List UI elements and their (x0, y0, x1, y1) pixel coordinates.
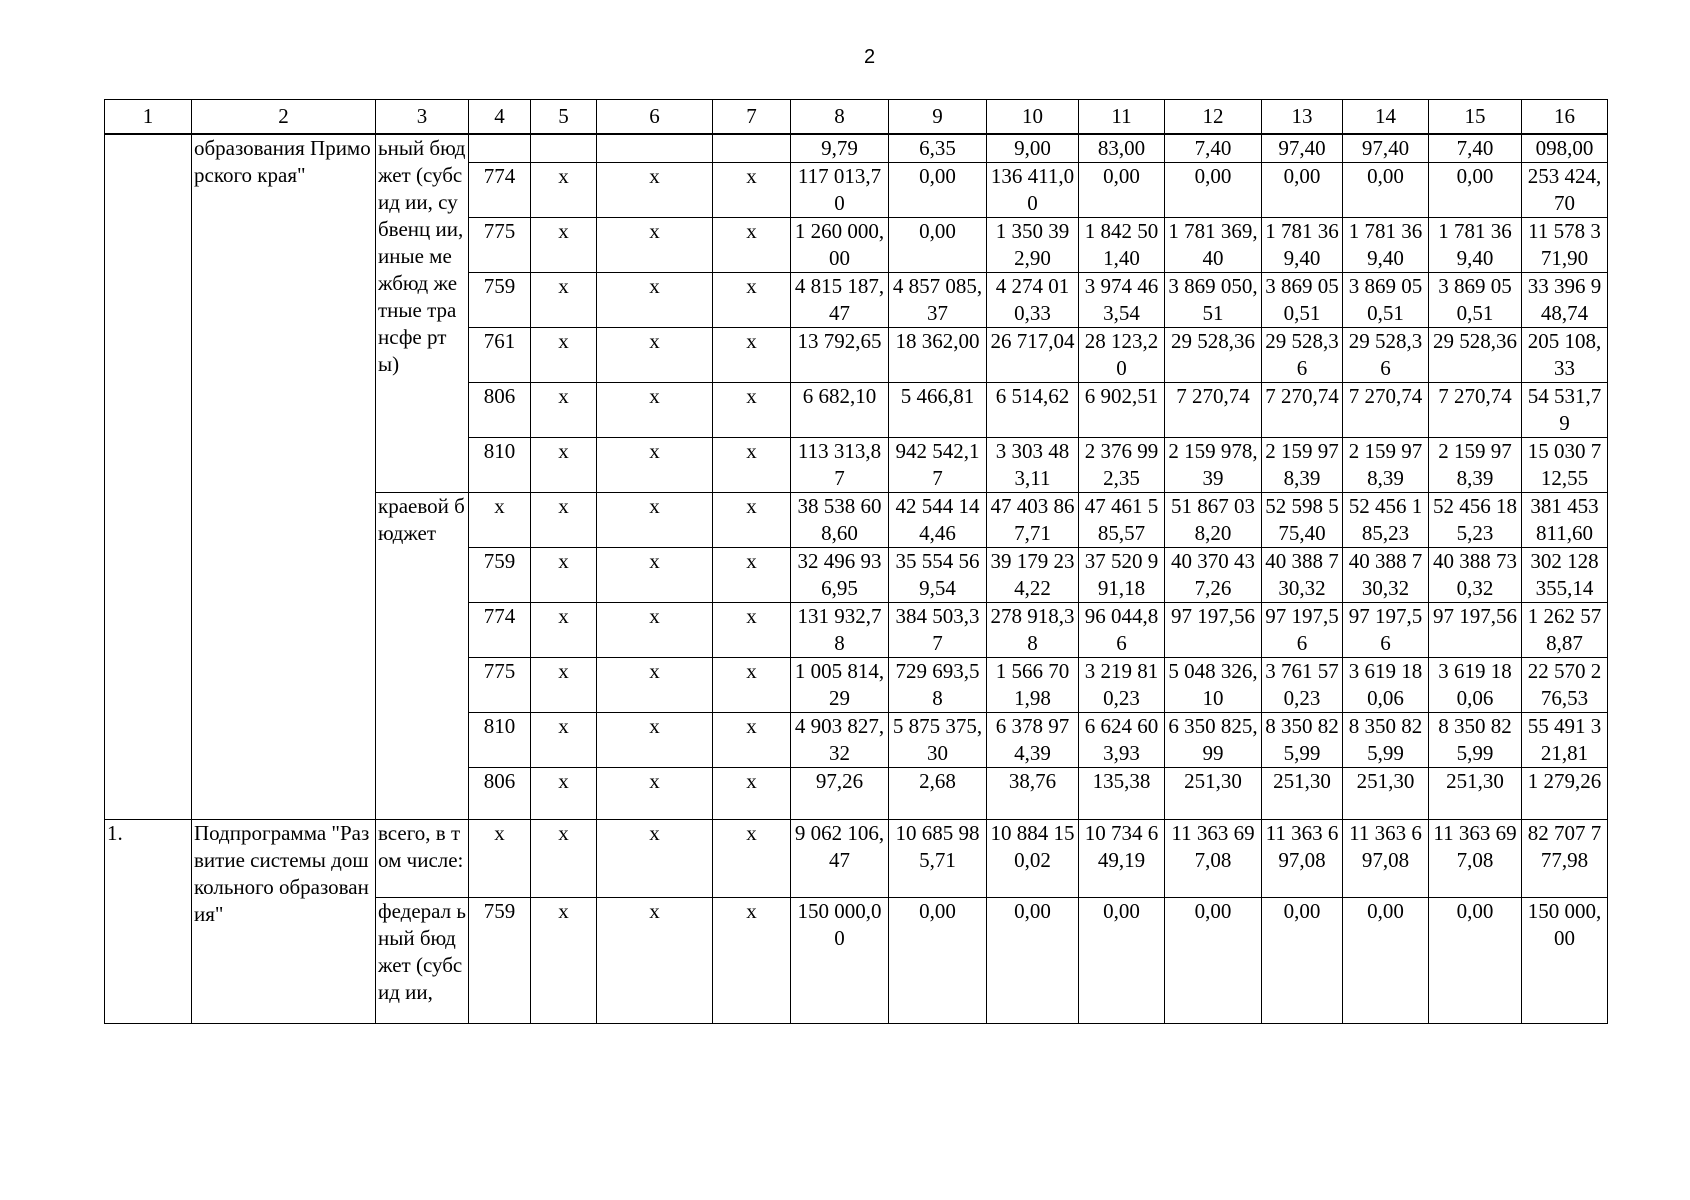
code-cell: x (531, 768, 597, 820)
value-cell: 39 179 234,22 (987, 548, 1079, 603)
value-cell: 3 869 050,51 (1343, 273, 1429, 328)
value-cell: 1 566 701,98 (987, 658, 1079, 713)
value-cell: 5 466,81 (889, 383, 987, 438)
value-cell: 1 262 578,87 (1522, 603, 1608, 658)
value-cell: 1 781 369,40 (1165, 218, 1262, 273)
value-cell: 150 000,00 (791, 898, 889, 1024)
value-cell: 3 219 810,23 (1079, 658, 1165, 713)
value-cell: 2 159 978,39 (1262, 438, 1343, 493)
code-cell: x (597, 438, 713, 493)
value-cell: 96 044,86 (1079, 603, 1165, 658)
value-cell: 11 363 697,08 (1262, 820, 1343, 898)
code-cell: x (713, 383, 791, 438)
code-cell: x (469, 820, 531, 898)
value-cell: 3 869 050,51 (1262, 273, 1343, 328)
code-cell: x (531, 438, 597, 493)
code-cell: x (597, 163, 713, 218)
value-cell: 38 538 608,60 (791, 493, 889, 548)
value-cell: 0,00 (1429, 163, 1522, 218)
code-cell: x (597, 328, 713, 383)
value-cell: 51 867 038,20 (1165, 493, 1262, 548)
value-cell: 0,00 (1079, 898, 1165, 1024)
value-cell: 729 693,58 (889, 658, 987, 713)
code-cell: x (713, 163, 791, 218)
value-cell: 131 932,78 (791, 603, 889, 658)
value-cell: 1 350 392,90 (987, 218, 1079, 273)
value-cell: 3 761 570,23 (1262, 658, 1343, 713)
value-cell: 0,00 (1343, 898, 1429, 1024)
value-cell: 22 570 276,53 (1522, 658, 1608, 713)
value-cell: 381 453 811,60 (1522, 493, 1608, 548)
value-cell: 3 303 483,11 (987, 438, 1079, 493)
value-cell: 13 792,65 (791, 328, 889, 383)
col-header: 10 (987, 100, 1079, 135)
code-cell: 759 (469, 273, 531, 328)
value-cell: 098,00 (1522, 134, 1608, 163)
code-cell: x (597, 713, 713, 768)
value-cell: 0,00 (1079, 163, 1165, 218)
code-cell: 759 (469, 898, 531, 1024)
code-cell: 774 (469, 163, 531, 218)
value-cell: 1 781 369,40 (1343, 218, 1429, 273)
code-cell: x (531, 548, 597, 603)
program-name-cell: Подпрограмма "Развитие системы дошкольного образования" (192, 820, 376, 1024)
page-number: 2 (863, 46, 876, 68)
value-cell: 4 274 010,33 (987, 273, 1079, 328)
value-cell: 11 578 371,90 (1522, 218, 1608, 273)
code-cell: x (597, 493, 713, 548)
value-cell: 4 903 827,32 (791, 713, 889, 768)
col-header: 7 (713, 100, 791, 135)
value-cell: 55 491 321,81 (1522, 713, 1608, 768)
row-number-cell (105, 134, 192, 820)
funding-source-cell: краевой бюджет (376, 493, 469, 820)
value-cell: 0,00 (1262, 898, 1343, 1024)
table-body (105, 100, 1608, 1024)
col-header: 5 (531, 100, 597, 135)
funding-source-cell: всего, в том числе: (376, 820, 469, 898)
budget-table (104, 99, 1608, 1024)
value-cell: 1 781 369,40 (1262, 218, 1343, 273)
table-row (105, 134, 1608, 163)
code-cell: 775 (469, 658, 531, 713)
value-cell: 117 013,70 (791, 163, 889, 218)
value-cell: 2 376 992,35 (1079, 438, 1165, 493)
value-cell: 2,68 (889, 768, 987, 820)
value-cell: 47 403 867,71 (987, 493, 1079, 548)
value-cell: 40 388 730,32 (1262, 548, 1343, 603)
value-cell: 251,30 (1165, 768, 1262, 820)
value-cell: 6,35 (889, 134, 987, 163)
code-cell: 759 (469, 548, 531, 603)
value-cell: 942 542,17 (889, 438, 987, 493)
code-cell: x (713, 820, 791, 898)
col-header: 15 (1429, 100, 1522, 135)
code-cell: 806 (469, 383, 531, 438)
value-cell: 15 030 712,55 (1522, 438, 1608, 493)
code-cell (597, 134, 713, 163)
code-cell: x (531, 383, 597, 438)
value-cell: 1 260 000,00 (791, 218, 889, 273)
value-cell: 384 503,37 (889, 603, 987, 658)
code-cell: 810 (469, 713, 531, 768)
value-cell: 7 270,74 (1165, 383, 1262, 438)
value-cell: 251,30 (1429, 768, 1522, 820)
code-cell: x (531, 218, 597, 273)
value-cell: 6 624 603,93 (1079, 713, 1165, 768)
value-cell: 47 461 585,57 (1079, 493, 1165, 548)
code-cell: x (713, 603, 791, 658)
value-cell: 29 528,36 (1429, 328, 1522, 383)
value-cell: 0,00 (1262, 163, 1343, 218)
value-cell: 113 313,87 (791, 438, 889, 493)
value-cell: 0,00 (889, 163, 987, 218)
value-cell: 0,00 (1165, 163, 1262, 218)
value-cell: 8 350 825,99 (1343, 713, 1429, 768)
code-cell: x (713, 273, 791, 328)
code-cell: x (597, 273, 713, 328)
value-cell: 150 000,00 (1522, 898, 1608, 1024)
value-cell: 136 411,00 (987, 163, 1079, 218)
value-cell: 38,76 (987, 768, 1079, 820)
value-cell: 18 362,00 (889, 328, 987, 383)
value-cell: 3 869 050,51 (1429, 273, 1522, 328)
code-cell: x (531, 898, 597, 1024)
value-cell: 278 918,38 (987, 603, 1079, 658)
col-header: 4 (469, 100, 531, 135)
value-cell: 2 159 978,39 (1165, 438, 1262, 493)
value-cell: 97 197,56 (1343, 603, 1429, 658)
value-cell: 4 857 085,37 (889, 273, 987, 328)
program-name-cell: образования Приморского края" (192, 134, 376, 820)
value-cell: 6 378 974,39 (987, 713, 1079, 768)
value-cell: 33 396 948,74 (1522, 273, 1608, 328)
code-cell: x (713, 713, 791, 768)
value-cell: 29 528,36 (1262, 328, 1343, 383)
value-cell: 42 544 144,46 (889, 493, 987, 548)
value-cell: 3 619 180,06 (1429, 658, 1522, 713)
col-header: 3 (376, 100, 469, 135)
value-cell: 1 781 369,40 (1429, 218, 1522, 273)
code-cell: x (597, 898, 713, 1024)
col-header: 11 (1079, 100, 1165, 135)
code-cell (469, 134, 531, 163)
code-cell: x (531, 273, 597, 328)
value-cell: 5 048 326,10 (1165, 658, 1262, 713)
value-cell: 6 902,51 (1079, 383, 1165, 438)
value-cell: 26 717,04 (987, 328, 1079, 383)
value-cell: 302 128 355,14 (1522, 548, 1608, 603)
value-cell: 52 598 575,40 (1262, 493, 1343, 548)
value-cell: 0,00 (987, 898, 1079, 1024)
value-cell: 253 424,70 (1522, 163, 1608, 218)
code-cell: x (713, 898, 791, 1024)
value-cell: 2 159 978,39 (1343, 438, 1429, 493)
col-header: 12 (1165, 100, 1262, 135)
code-cell: x (713, 768, 791, 820)
value-cell: 7 270,74 (1429, 383, 1522, 438)
code-cell: x (713, 438, 791, 493)
value-cell: 28 123,20 (1079, 328, 1165, 383)
value-cell: 8 350 825,99 (1262, 713, 1343, 768)
value-cell: 9,79 (791, 134, 889, 163)
value-cell: 4 815 187,47 (791, 273, 889, 328)
value-cell: 6 682,10 (791, 383, 889, 438)
code-cell: x (597, 383, 713, 438)
value-cell: 1 842 501,40 (1079, 218, 1165, 273)
code-cell: x (469, 493, 531, 548)
value-cell: 7,40 (1165, 134, 1262, 163)
value-cell: 97 197,56 (1429, 603, 1522, 658)
value-cell: 10 734 649,19 (1079, 820, 1165, 898)
value-cell: 82 707 777,98 (1522, 820, 1608, 898)
value-cell: 52 456 185,23 (1429, 493, 1522, 548)
value-cell: 5 875 375,30 (889, 713, 987, 768)
code-cell: 774 (469, 603, 531, 658)
value-cell: 29 528,36 (1343, 328, 1429, 383)
value-cell: 97,40 (1262, 134, 1343, 163)
code-cell: x (531, 820, 597, 898)
value-cell: 0,00 (1343, 163, 1429, 218)
code-cell: x (597, 218, 713, 273)
code-cell: x (597, 768, 713, 820)
code-cell (713, 134, 791, 163)
value-cell: 10 685 985,71 (889, 820, 987, 898)
code-cell: x (531, 493, 597, 548)
col-header: 16 (1522, 100, 1608, 135)
code-cell: x (531, 658, 597, 713)
value-cell: 0,00 (889, 898, 987, 1024)
code-cell: x (713, 218, 791, 273)
value-cell: 7 270,74 (1343, 383, 1429, 438)
col-header: 6 (597, 100, 713, 135)
value-cell: 97,26 (791, 768, 889, 820)
value-cell: 7 270,74 (1262, 383, 1343, 438)
value-cell: 11 363 697,08 (1429, 820, 1522, 898)
value-cell: 2 159 978,39 (1429, 438, 1522, 493)
row-number-cell: 1. (105, 820, 192, 1024)
code-cell: x (713, 493, 791, 548)
code-cell: x (713, 658, 791, 713)
code-cell: x (531, 713, 597, 768)
value-cell: 54 531,79 (1522, 383, 1608, 438)
code-cell: x (597, 820, 713, 898)
funding-source-cell: федерал ьный бюджет (субсид ии, (376, 898, 469, 1024)
value-cell: 9 062 106,47 (791, 820, 889, 898)
code-cell: x (597, 658, 713, 713)
code-cell (531, 134, 597, 163)
value-cell: 8 350 825,99 (1429, 713, 1522, 768)
code-cell: 775 (469, 218, 531, 273)
code-cell: x (713, 328, 791, 383)
col-header: 8 (791, 100, 889, 135)
value-cell: 0,00 (1429, 898, 1522, 1024)
value-cell: 251,30 (1343, 768, 1429, 820)
value-cell: 11 363 697,08 (1343, 820, 1429, 898)
value-cell: 97,40 (1343, 134, 1429, 163)
code-cell: x (713, 548, 791, 603)
value-cell: 35 554 569,54 (889, 548, 987, 603)
code-cell: 810 (469, 438, 531, 493)
code-cell: x (597, 548, 713, 603)
code-cell: x (597, 603, 713, 658)
value-cell: 40 388 730,32 (1343, 548, 1429, 603)
value-cell: 83,00 (1079, 134, 1165, 163)
code-cell: x (531, 603, 597, 658)
value-cell: 9,00 (987, 134, 1079, 163)
col-header: 14 (1343, 100, 1429, 135)
value-cell: 0,00 (889, 218, 987, 273)
value-cell: 40 388 730,32 (1429, 548, 1522, 603)
value-cell: 97 197,56 (1262, 603, 1343, 658)
value-cell: 11 363 697,08 (1165, 820, 1262, 898)
value-cell: 135,38 (1079, 768, 1165, 820)
code-cell: x (531, 328, 597, 383)
value-cell: 6 514,62 (987, 383, 1079, 438)
col-header: 13 (1262, 100, 1343, 135)
value-cell: 3 869 050,51 (1165, 273, 1262, 328)
col-header: 9 (889, 100, 987, 135)
value-cell: 37 520 991,18 (1079, 548, 1165, 603)
col-header: 2 (192, 100, 376, 135)
table-row (105, 820, 1608, 898)
value-cell: 6 350 825,99 (1165, 713, 1262, 768)
code-cell: 806 (469, 768, 531, 820)
header-row (105, 100, 1608, 135)
value-cell: 7,40 (1429, 134, 1522, 163)
value-cell: 97 197,56 (1165, 603, 1262, 658)
value-cell: 251,30 (1262, 768, 1343, 820)
value-cell: 52 456 185,23 (1343, 493, 1429, 548)
value-cell: 29 528,36 (1165, 328, 1262, 383)
value-cell: 32 496 936,95 (791, 548, 889, 603)
value-cell: 205 108,33 (1522, 328, 1608, 383)
funding-source-cell: ьный бюджет (субсид ии, субвенц ии, иные межбюд жетные трансфе рты) (376, 134, 469, 493)
value-cell: 1 279,26 (1522, 768, 1608, 820)
code-cell: 761 (469, 328, 531, 383)
value-cell: 1 005 814,29 (791, 658, 889, 713)
value-cell: 3 619 180,06 (1343, 658, 1429, 713)
col-header: 1 (105, 100, 192, 135)
value-cell: 3 974 463,54 (1079, 273, 1165, 328)
value-cell: 0,00 (1165, 898, 1262, 1024)
code-cell: x (531, 163, 597, 218)
value-cell: 40 370 437,26 (1165, 548, 1262, 603)
value-cell: 10 884 150,02 (987, 820, 1079, 898)
